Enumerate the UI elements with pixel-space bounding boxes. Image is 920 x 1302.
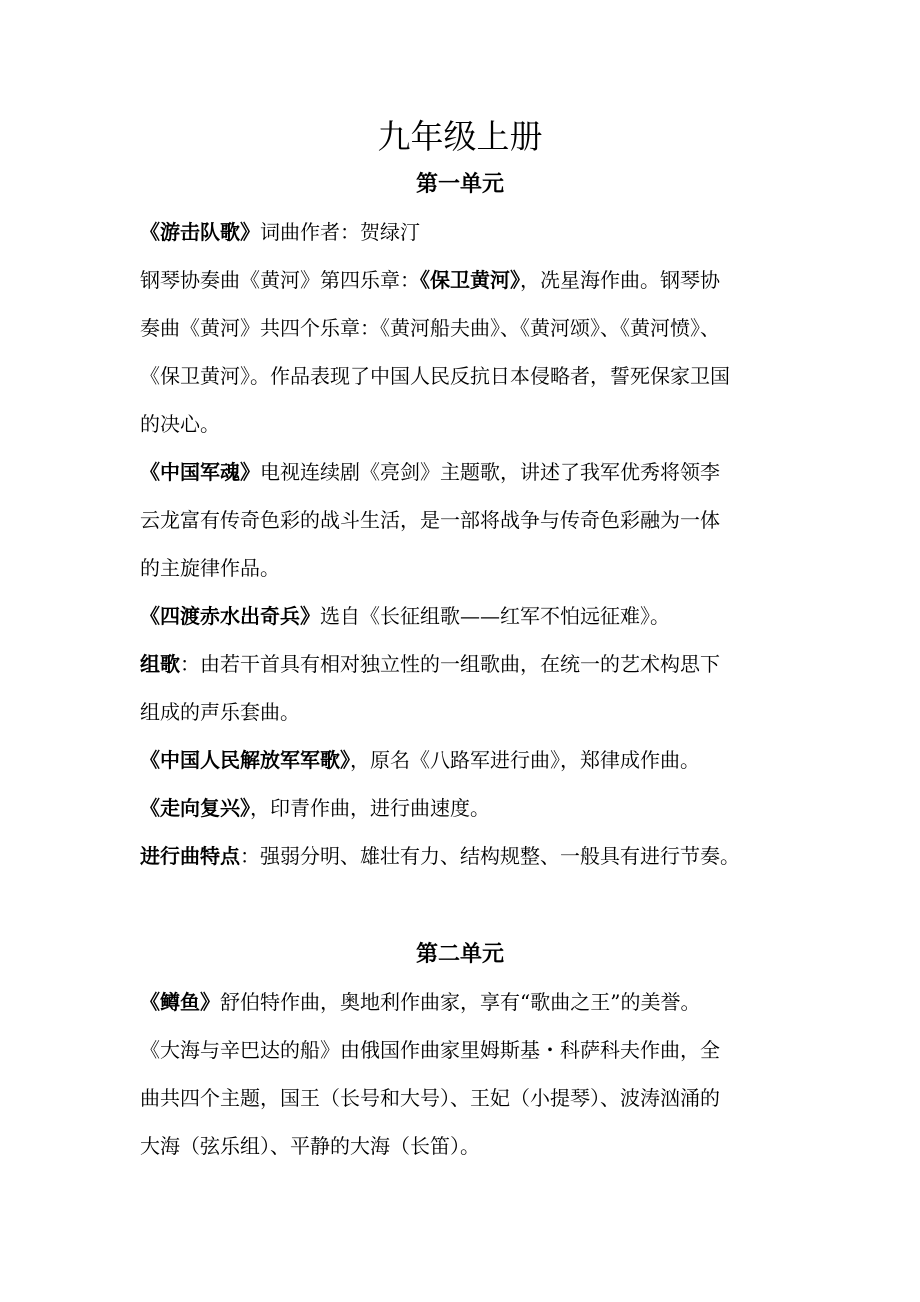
line-text: ，印青作曲，进行曲速度。 bbox=[250, 796, 490, 820]
line-text: 电视连续剧《亮剑》主题歌，讲述了我军优秀将领李 bbox=[260, 460, 720, 484]
bold-term: 《中国人民解放军军歌》 bbox=[140, 748, 350, 772]
bold-term: 《走向复兴》 bbox=[140, 796, 250, 820]
paragraph-line bbox=[140, 409, 220, 439]
line-text: 《大海与辛巴达的船》由俄国作曲家里姆斯基・科萨科夫作曲，全 bbox=[140, 1038, 720, 1062]
bold-term: 《保卫黄河》 bbox=[420, 268, 520, 292]
paragraph-line bbox=[140, 217, 420, 247]
bold-term: 《中国军魂》 bbox=[140, 460, 260, 484]
line-text: 《保卫黄河》。作品表现了中国人民反抗日本侵略者，誓死保家卫国 bbox=[140, 364, 730, 388]
line-text: ：由若干首具有相对独立性的一组歌曲，在统一的艺术构思下 bbox=[180, 652, 720, 676]
paragraph-line bbox=[140, 745, 700, 775]
paragraph-line bbox=[140, 505, 720, 535]
line-text: 选自《长征组歌——红军不怕远征难》。 bbox=[320, 604, 670, 628]
paragraph-line bbox=[140, 361, 730, 391]
paragraph-line bbox=[140, 313, 720, 343]
bold-term: 进行曲特点 bbox=[140, 844, 240, 868]
line-text: 钢琴协奏曲《黄河》第四乐章： bbox=[140, 268, 420, 292]
paragraph-line bbox=[140, 649, 720, 679]
paragraph-line bbox=[140, 1131, 480, 1161]
line-text: 曲共四个主题，国王（长号和大号）、王妃（小提琴）、波涛汹涌的 bbox=[140, 1086, 720, 1110]
paragraph-line bbox=[140, 841, 740, 871]
line-text: ：强弱分明、雄壮有力、结构规整、一般具有进行节奏。 bbox=[240, 844, 740, 868]
line-text: 大海（弦乐组）、平静的大海（长笛）。 bbox=[140, 1134, 480, 1158]
paragraph-line bbox=[140, 697, 300, 727]
paragraph-line bbox=[140, 265, 720, 295]
paragraph-line bbox=[140, 793, 490, 823]
paragraph-line bbox=[140, 1083, 720, 1113]
unit2-heading: 第二单元 bbox=[415, 941, 504, 967]
line-text: 的决心。 bbox=[140, 412, 220, 436]
bold-term: 《游击队歌》 bbox=[140, 220, 260, 244]
line-text: 云龙富有传奇色彩的战斗生活，是一部将战争与传奇色彩融为一体 bbox=[140, 508, 720, 532]
bold-term: 组歌 bbox=[140, 652, 180, 676]
page-title: 九年级上册 bbox=[377, 117, 543, 156]
bold-term: 《鳟鱼》 bbox=[140, 990, 220, 1014]
line-text: 的主旋律作品。 bbox=[140, 556, 280, 580]
paragraph-line bbox=[140, 987, 700, 1017]
line-text: ，冼星海作曲。钢琴协 bbox=[520, 268, 720, 292]
paragraph-line bbox=[140, 457, 720, 487]
line-text: 词曲作者：贺绿汀 bbox=[260, 220, 420, 244]
unit1-heading: 第一单元 bbox=[415, 171, 504, 197]
paragraph-line bbox=[140, 601, 670, 631]
paragraph-line bbox=[140, 553, 280, 583]
line-text: 舒伯特作曲，奥地利作曲家，享有“歌曲之王”的美誉。 bbox=[220, 990, 701, 1014]
bold-term: 《四渡赤水出奇兵》 bbox=[140, 604, 320, 628]
line-text: 奏曲《黄河》共四个乐章：《黄河船夫曲》、《黄河颂》、《黄河愤》、 bbox=[140, 316, 720, 340]
line-text: 组成的声乐套曲。 bbox=[140, 700, 300, 724]
paragraph-line bbox=[140, 1035, 720, 1065]
line-text: ，原名《八路军进行曲》，郑律成作曲。 bbox=[350, 748, 700, 772]
